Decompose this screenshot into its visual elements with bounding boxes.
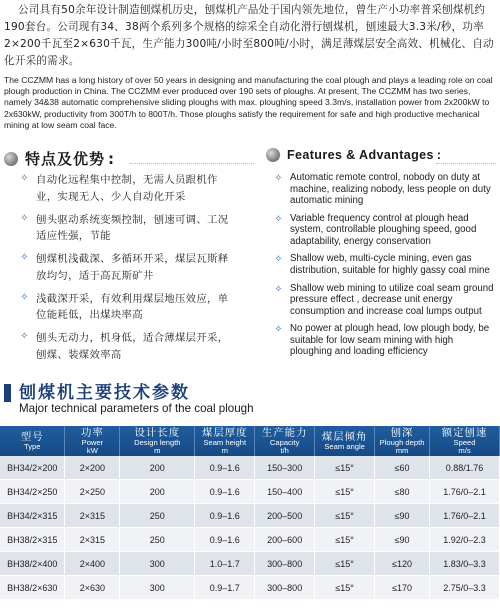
column-header [255,426,315,456]
table-cell: ≤60 [375,456,430,480]
table-cell: ≤120 [375,552,430,576]
list-item [272,283,497,318]
list-item [272,213,497,248]
table-cell: 1.76/0–2.1 [430,480,500,504]
table-cell: ≤90 [375,528,430,552]
table-cell: BH34/2×250 [0,480,65,504]
list-item-text: 刨头驱动系统变频控制，刨速可调、工况适应性强，节能 [36,213,229,242]
sparkle-bullet-icon: ✧ [20,291,29,303]
features-list-cn [18,172,238,370]
table-cell: 300–800 [255,576,315,600]
column-header-en: Plough depth [379,437,425,447]
sparkle-bullet-icon: ✧ [20,212,29,224]
table-cell: 1.76/0–2.1 [430,504,500,528]
column-header-en: Capacity [269,437,300,447]
table-row [0,504,500,528]
sphere-bullet-icon [266,148,280,162]
list-item [18,330,238,363]
list-item-text: Automatic remote control, nobody on duty at machine, realizing nobody, less people on duty automatic mining [290,172,491,206]
column-header-en: Power [81,437,104,447]
list-item-text: 刨头无动力，机身低，适合薄煤层开采，刨煤、装煤效率高 [36,332,229,361]
features-heading-cn-text: 特点及优势 [25,150,106,168]
column-header [65,426,120,456]
sparkle-bullet-icon: ✧ [274,254,283,266]
table-cell: 1.92/0–2.3 [430,528,500,552]
table-cell: 2×315 [65,504,120,528]
table-cell: BH38/2×315 [0,528,65,552]
table-cell: 0.9–1.6 [195,456,255,480]
table-cell: ≤15° [315,576,375,600]
sparkle-bullet-icon: ✧ [274,324,283,336]
title-accent-bar [4,384,11,402]
column-header [315,426,375,456]
column-header-en: Seam height [203,437,247,447]
column-header-en: Design length [134,437,181,447]
list-item [18,291,238,324]
table-cell: 0.88/1.76 [430,456,500,480]
sparkle-bullet-icon: ✧ [274,173,283,184]
list-item [18,172,238,205]
table-cell: ≤80 [375,480,430,504]
table-row [0,528,500,552]
column-header [430,426,500,456]
spec-title-en: Major technical parameters of the coal plough [19,402,254,415]
table-cell: ≤15° [315,528,375,552]
table-cell: ≤15° [315,456,375,480]
column-header-en: mm [395,446,409,455]
list-item-text: Shallow web, multi-cycle mining, even gas distribution, suitable for highly gassy coal mine [290,253,490,276]
column-header [375,426,430,456]
intro-paragraph-cn: 公司具有50余年设计制造刨煤机历史，刨煤机产品处于国内领先地位，曾生产小功率普采刨煤机约190套台。公司现有34、38两个系列多个规格的综采全自动化滑行刨煤机，刨速最大3.3米/秒，功率2×200千瓦至2×630千瓦，生产能力300吨/小时至800吨/小时，满足薄煤层安全高效、机械化、自动化开采的需求。 [4,4,494,67]
table-cell: 0.9–1.6 [195,480,255,504]
column-header-en: m/s [458,446,471,455]
table-cell: 2×315 [65,528,120,552]
column-header [0,426,65,456]
features-heading-en-text: Features & Advantages [287,148,434,162]
table-cell: 250 [120,528,195,552]
column-header-cn: 设计长度 [134,426,181,439]
table-cell: 0.9–1.6 [195,504,255,528]
table-cell: 200 [120,480,195,504]
table-cell: ≤90 [375,504,430,528]
spec-title [4,384,496,416]
features-heading-en-colon: : [436,148,442,162]
table-cell: 1.0–1.7 [195,552,255,576]
column-header-cn: 煤层厚度 [201,426,248,439]
column-header-en: Speed [453,437,476,447]
list-item [18,251,238,284]
column-header-en: m [221,446,228,455]
column-header [195,426,255,456]
list-item [272,253,497,276]
table-cell: ≤15° [315,480,375,504]
column-header-cn: 额定刨速 [441,426,488,439]
table-cell: ≤15° [315,504,375,528]
column-header-en: Type [23,441,41,451]
table-cell: 0.9–1.6 [195,528,255,552]
intro-paragraph-en: The CCZMM has a long history of over 50 years in designing and manufacturing the coal plough and plays a leading role on coal plough production in China. The CCZMM ever produced over 190 sets of ploughs. At present, The CCZMM has two series, namely 34&38 automatic comprehensive sliding ploughs with max. ploughing speed 3.3m/s, installation power from 2x200kW to 2x630kW, productivity from 300T/h to 800T/h. Those ploughs satisfy the requirement for safe and high productive mechanical mining at low seam coal face. [4,75,493,130]
spec-title-cn-text: 刨煤机主要技术参数 [19,383,190,403]
column-header-en: Seam angle [324,441,365,451]
table-cell: 2×250 [65,480,120,504]
column-header-en: kW [86,446,98,455]
features-list-en [272,172,497,364]
sparkle-bullet-icon: ✧ [20,173,29,184]
list-item [272,323,497,358]
heading-divider [436,163,496,164]
table-header-row [0,426,500,456]
spec-table [0,426,500,600]
column-header-cn: 煤层倾角 [321,430,368,443]
table-cell: 150–300 [255,456,315,480]
table-cell: 300 [120,576,195,600]
list-item-text: Variable frequency control at plough head system, controllable ploughing speed, good adaptability, energy conservation [290,212,477,247]
table-cell: BH34/2×315 [0,504,65,528]
table-cell: 2.75/0–3.3 [430,576,500,600]
column-header [120,426,195,456]
column-header-cn: 功率 [81,426,104,439]
column-header-en: t/h [280,446,289,455]
table-cell: BH34/2×200 [0,456,65,480]
table-cell: 200–500 [255,504,315,528]
features-heading-cn-colon: : [108,149,116,168]
sphere-bullet-icon [4,152,18,166]
table-cell: 2×400 [65,552,120,576]
features-heading-cn [4,148,115,169]
sparkle-bullet-icon: ✧ [20,252,29,263]
list-item-text: 自动化远程集中控制，无需人员跟机作业，实现无人、少人自动化开采 [36,174,218,203]
list-item [18,212,238,245]
table-cell: 0.9–1.7 [195,576,255,600]
sparkle-bullet-icon: ✧ [20,331,29,342]
list-item-text: 刨煤机浅截深、多循环开采，煤层瓦斯释放均匀，适于高瓦斯矿井 [36,253,229,282]
table-cell: 150–400 [255,480,315,504]
table-cell: 200 [120,456,195,480]
table-cell: 300 [120,552,195,576]
table-cell: 1.83/0–3.3 [430,552,500,576]
table-cell: BH38/2×400 [0,552,65,576]
table-row [0,456,500,480]
sparkle-bullet-icon: ✧ [274,283,283,295]
column-header-cn: 型号 [20,430,44,443]
table-row [0,576,500,600]
spec-title-cn [4,384,496,402]
heading-divider [130,163,254,164]
table-row [0,480,500,504]
features-heading-en [266,148,441,162]
table-cell: ≤170 [375,576,430,600]
table-cell: 2×200 [65,456,120,480]
table-cell: ≤15° [315,552,375,576]
list-item [272,172,497,207]
table-row [0,552,500,576]
table-cell: 250 [120,504,195,528]
table-cell: BH38/2×630 [0,576,65,600]
table-cell: 200–600 [255,528,315,552]
list-item-text: 浅截深开采，有效利用煤层地压效应，单位能耗低，出煤块率高 [36,292,229,321]
column-header-cn: 刨深 [390,426,414,439]
list-item-text: Shallow web mining to utilize coal seam ground pressure effect , decrease unit energy consumption and increase coal lumps output [290,282,494,317]
list-item-text: No power at plough head, low plough body, be suitable for low seam mining with high ploughing and loading efficiency [290,323,490,358]
column-header-en: m [154,446,161,455]
table-cell: 300–800 [255,552,315,576]
table-cell: 2×630 [65,576,120,600]
column-header-cn: 生产能力 [261,426,308,439]
sparkle-bullet-icon: ✧ [274,213,283,225]
table-body [0,456,500,600]
